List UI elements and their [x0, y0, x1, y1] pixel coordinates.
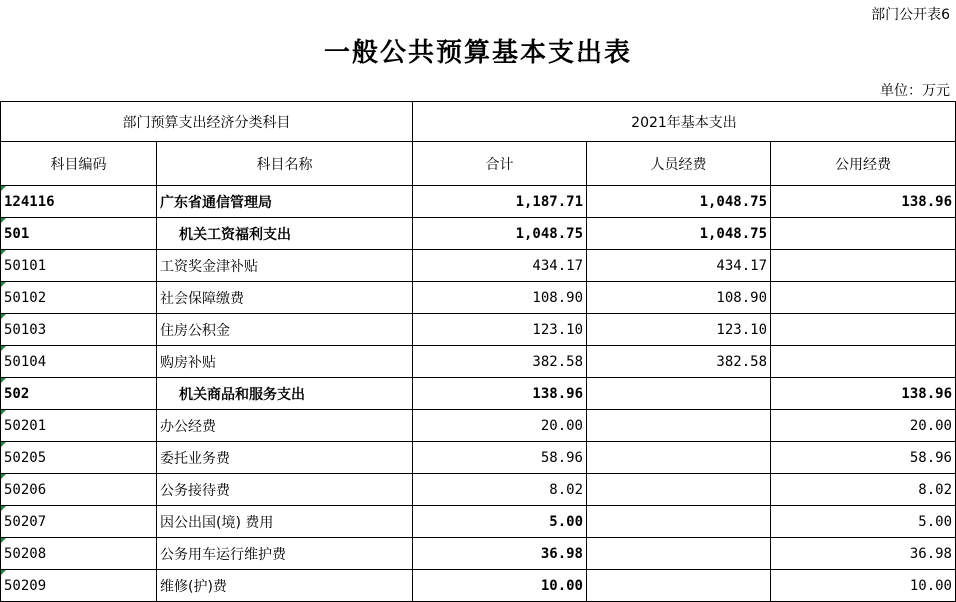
row-total: 20.00 — [413, 410, 587, 442]
row-name: 维修(护)费 — [157, 570, 413, 602]
row-code-cell — [1, 250, 157, 282]
column-header-name: 科目名称 — [157, 142, 413, 186]
green-triangle-marker — [1, 538, 6, 543]
row-personnel — [587, 378, 771, 410]
table-row — [1, 250, 956, 282]
row-total: 8.02 — [413, 474, 587, 506]
table-row — [1, 442, 956, 474]
row-name: 公务用车运行维护费 — [157, 538, 413, 570]
row-code: 50207 — [4, 513, 47, 530]
row-name: 委托业务费 — [157, 442, 413, 474]
row-public: 10.00 — [771, 570, 956, 602]
row-code-cell — [1, 442, 157, 474]
green-triangle-marker — [1, 474, 6, 479]
green-triangle-marker — [1, 442, 6, 447]
row-code-cell — [1, 282, 157, 314]
table-row — [1, 186, 956, 218]
row-code: 50102 — [4, 289, 47, 306]
row-total: 1,048.75 — [413, 218, 587, 250]
row-public — [771, 346, 956, 378]
row-public: 36.98 — [771, 538, 956, 570]
row-total: 36.98 — [413, 538, 587, 570]
green-triangle-marker — [1, 250, 6, 255]
row-code-cell — [1, 378, 157, 410]
row-public: 20.00 — [771, 410, 956, 442]
row-personnel: 434.17 — [587, 250, 771, 282]
row-total: 108.90 — [413, 282, 587, 314]
row-name: 住房公积金 — [157, 314, 413, 346]
row-total: 138.96 — [413, 378, 587, 410]
row-name: 工资奖金津补贴 — [157, 250, 413, 282]
header-group-basic-expenditure: 2021年基本支出 — [413, 102, 956, 142]
row-personnel: 123.10 — [587, 314, 771, 346]
row-code-cell — [1, 218, 157, 250]
row-code: 501 — [4, 225, 30, 242]
row-public: 5.00 — [771, 506, 956, 538]
row-code-cell — [1, 570, 157, 602]
row-code: 124116 — [4, 193, 55, 210]
row-personnel: 1,048.75 — [587, 218, 771, 250]
row-name: 办公经费 — [157, 410, 413, 442]
table-row — [1, 314, 956, 346]
table-row — [1, 506, 956, 538]
row-public — [771, 218, 956, 250]
table-header-row — [1, 142, 956, 186]
table-header-group-row — [1, 102, 956, 142]
table-row — [1, 282, 956, 314]
table-row — [1, 474, 956, 506]
row-personnel: 1,048.75 — [587, 186, 771, 218]
row-personnel: 382.58 — [587, 346, 771, 378]
column-header-total: 合计 — [413, 142, 587, 186]
row-total: 382.58 — [413, 346, 587, 378]
row-personnel — [587, 506, 771, 538]
row-public: 8.02 — [771, 474, 956, 506]
row-code: 50104 — [4, 353, 47, 370]
row-code: 50206 — [4, 481, 47, 498]
row-code: 50101 — [4, 257, 47, 274]
row-public — [771, 282, 956, 314]
row-name: 机关工资福利支出 — [157, 218, 413, 250]
row-name: 社会保障缴费 — [157, 282, 413, 314]
row-name: 公务接待费 — [157, 474, 413, 506]
green-triangle-marker — [1, 506, 6, 511]
row-total: 58.96 — [413, 442, 587, 474]
header-group-economic-category: 部门预算支出经济分类科目 — [1, 102, 413, 142]
row-code-cell — [1, 346, 157, 378]
row-total: 434.17 — [413, 250, 587, 282]
row-personnel — [587, 474, 771, 506]
row-code-cell — [1, 538, 157, 570]
table-row — [1, 570, 956, 602]
green-triangle-marker — [1, 314, 6, 319]
green-triangle-marker — [1, 218, 6, 223]
page-tag: 部门公开表6 — [871, 7, 950, 23]
green-triangle-marker — [1, 186, 6, 191]
row-code-cell — [1, 474, 157, 506]
row-code: 50103 — [4, 321, 47, 338]
row-total: 1,187.71 — [413, 186, 587, 218]
row-public: 58.96 — [771, 442, 956, 474]
row-code: 502 — [4, 385, 30, 402]
green-triangle-marker — [1, 282, 6, 287]
row-code: 50208 — [4, 545, 47, 562]
row-public — [771, 314, 956, 346]
row-name: 因公出国(境) 费用 — [157, 506, 413, 538]
row-name: 机关商品和服务支出 — [157, 378, 413, 410]
row-total: 10.00 — [413, 570, 587, 602]
row-personnel: 108.90 — [587, 282, 771, 314]
column-header-personnel: 人员经费 — [587, 142, 771, 186]
green-triangle-marker — [1, 378, 6, 383]
column-header-public: 公用经费 — [771, 142, 956, 186]
column-header-code: 科目编码 — [1, 142, 157, 186]
green-triangle-marker — [1, 410, 6, 415]
row-personnel — [587, 570, 771, 602]
budget-table — [0, 101, 956, 602]
table-row — [1, 538, 956, 570]
row-public: 138.96 — [771, 378, 956, 410]
green-triangle-marker — [1, 346, 6, 351]
row-public: 138.96 — [771, 186, 956, 218]
row-personnel — [587, 442, 771, 474]
row-code-cell — [1, 410, 157, 442]
row-total: 5.00 — [413, 506, 587, 538]
row-code: 50201 — [4, 417, 47, 434]
row-personnel — [587, 538, 771, 570]
table-row — [1, 218, 956, 250]
row-total: 123.10 — [413, 314, 587, 346]
table-row — [1, 346, 956, 378]
row-code: 50209 — [4, 577, 47, 594]
row-name: 广东省通信管理局 — [157, 186, 413, 218]
green-triangle-marker — [1, 570, 6, 575]
unit-label: 单位：万元 — [880, 83, 950, 99]
row-code-cell — [1, 506, 157, 538]
row-code-cell — [1, 186, 157, 218]
row-public — [771, 250, 956, 282]
row-name: 购房补贴 — [157, 346, 413, 378]
table-row — [1, 410, 956, 442]
row-personnel — [587, 410, 771, 442]
row-code: 50205 — [4, 449, 47, 466]
page-title: 一般公共预算基本支出表 — [323, 38, 632, 68]
row-code-cell — [1, 314, 157, 346]
table-row — [1, 378, 956, 410]
